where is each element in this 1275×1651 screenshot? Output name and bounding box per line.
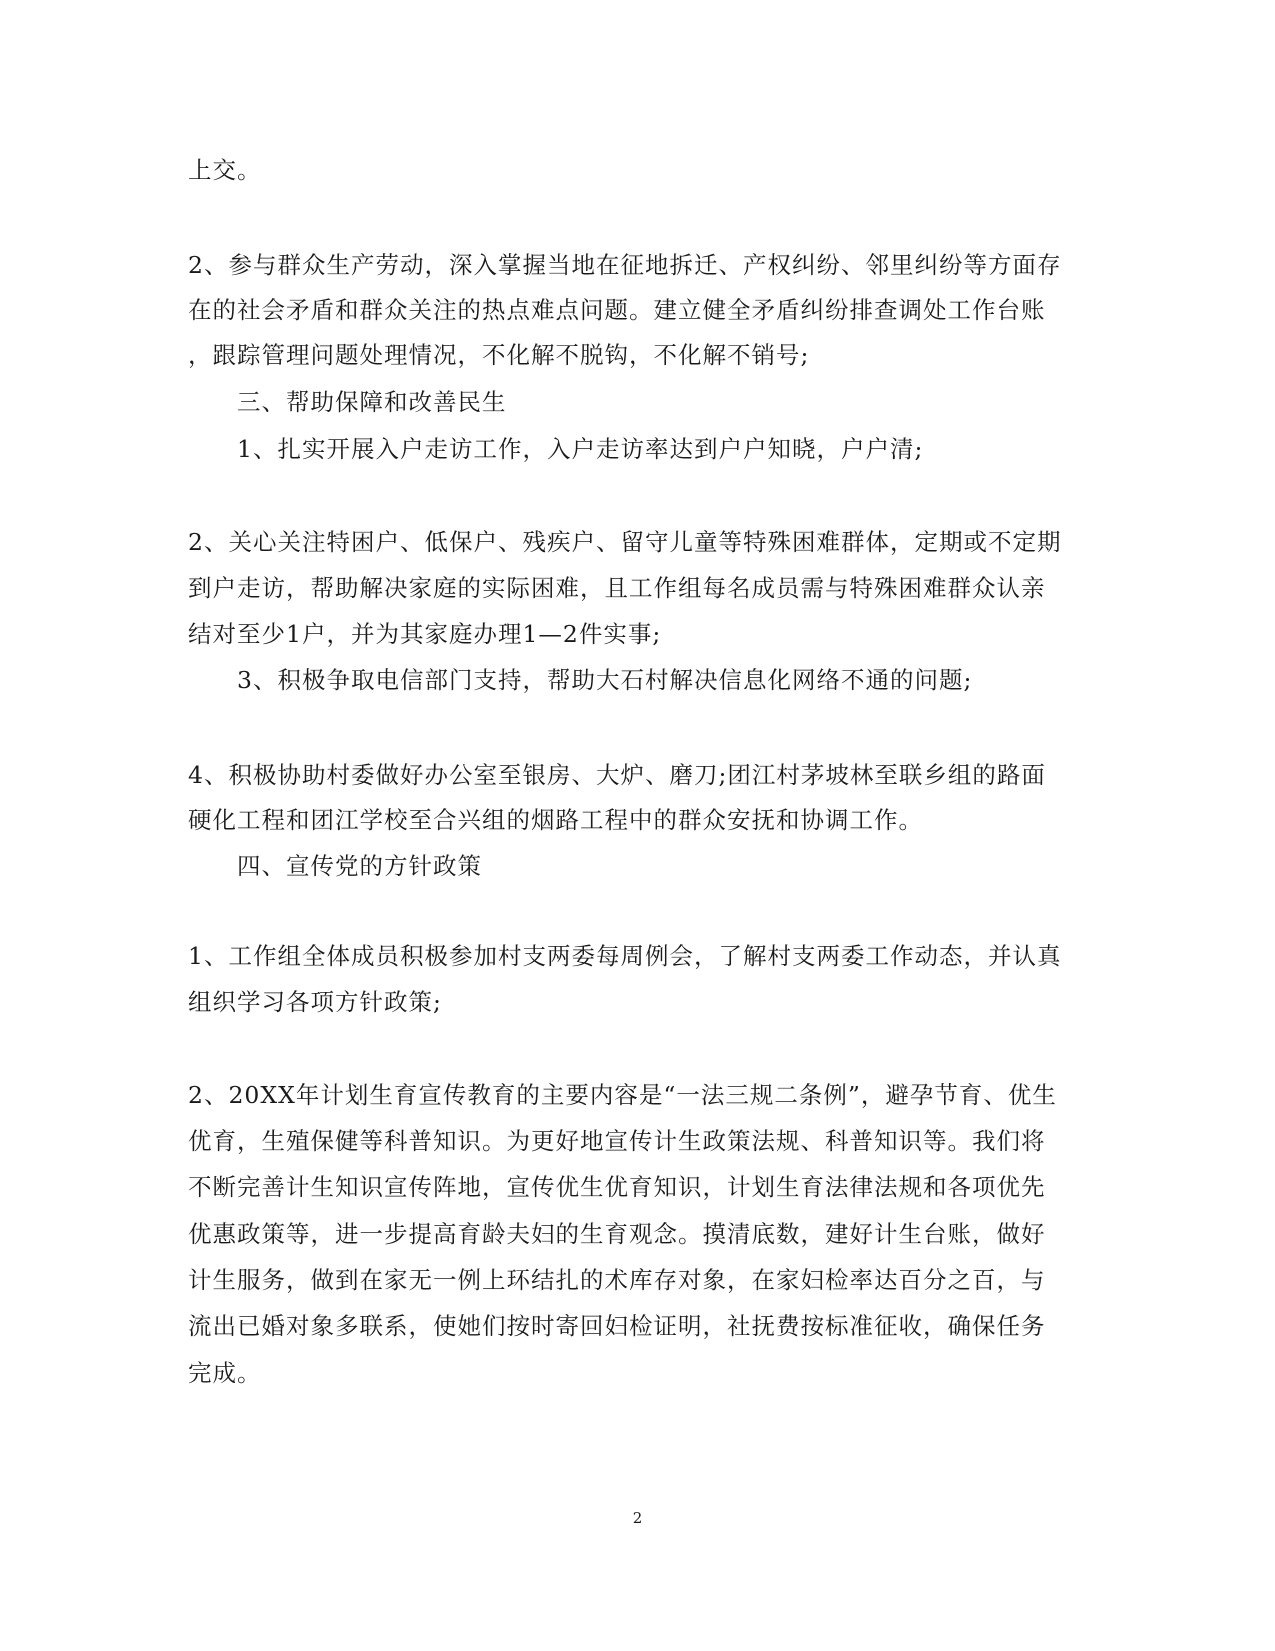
text-line: 完成。 [188,1359,262,1387]
text-line: 1、工作组全体成员积极参加村支两委每周例会，了解村支两委工作动态，并认真 [188,942,1062,970]
section-heading: 三、帮助保障和改善民生 [237,388,507,416]
text-line: 组织学习各项方针政策; [188,988,442,1016]
text-line: 3、积极争取电信部门支持，帮助大石村解决信息化网络不通的问题; [237,666,973,694]
text-line: 2、20XX年计划生育宣传教育的主要内容是“一法三规二条例”，避孕节育、优生 [188,1081,1057,1109]
text-line: 硬化工程和团江学校至合兴组的烟路工程中的群众安抚和协调工作。 [188,806,923,834]
text-line: 1、扎实开展入户走访工作，入户走访率达到户户知晓，户户清; [237,435,924,463]
text-line: 2、参与群众生产劳动，深入掌握当地在征地拆迁、产权纠纷、邻里纠纷等方面存 [188,251,1062,279]
section-heading: 四、宣传党的方针政策 [237,852,482,880]
page-number: 2 [632,1509,643,1527]
text-line: 流出已婚对象多联系，使她们按时寄回妇检证明，社抚费按标准征收，确保任务 [188,1312,1046,1340]
text-line: 优育，生殖保健等科普知识。为更好地宣传计生政策法规、科普知识等。我们将 [188,1127,1046,1155]
text-line: 在的社会矛盾和群众关注的热点难点问题。建立健全矛盾纠纷排查调处工作台账 [188,296,1046,324]
text-line: ，跟踪管理问题处理情况，不化解不脱钩，不化解不销号; [188,341,810,369]
text-line: 2、关心关注特困户、低保户、残疾户、留守儿童等特殊困难群体，定期或不定期 [188,528,1062,556]
text-line: 不断完善计生知识宣传阵地，宣传优生优育知识，计划生育法律法规和各项优先 [188,1173,1046,1201]
text-line: 上交。 [188,156,262,184]
text-line: 4、积极协助村委做好办公室至银房、大炉、磨刀;团江村茅坡林至联乡组的路面 [188,761,1046,789]
text-line: 到户走访，帮助解决家庭的实际困难，且工作组每名成员需与特殊困难群众认亲 [188,574,1046,602]
text-line: 计生服务，做到在家无一例上环结扎的术库存对象，在家妇检率达百分之百，与 [188,1266,1046,1294]
text-line: 结对至少1户，并为其家庭办理1—2件实事; [188,620,662,648]
text-line: 优惠政策等，进一步提高育龄夫妇的生育观念。摸清底数，建好计生台账，做好 [188,1220,1046,1248]
